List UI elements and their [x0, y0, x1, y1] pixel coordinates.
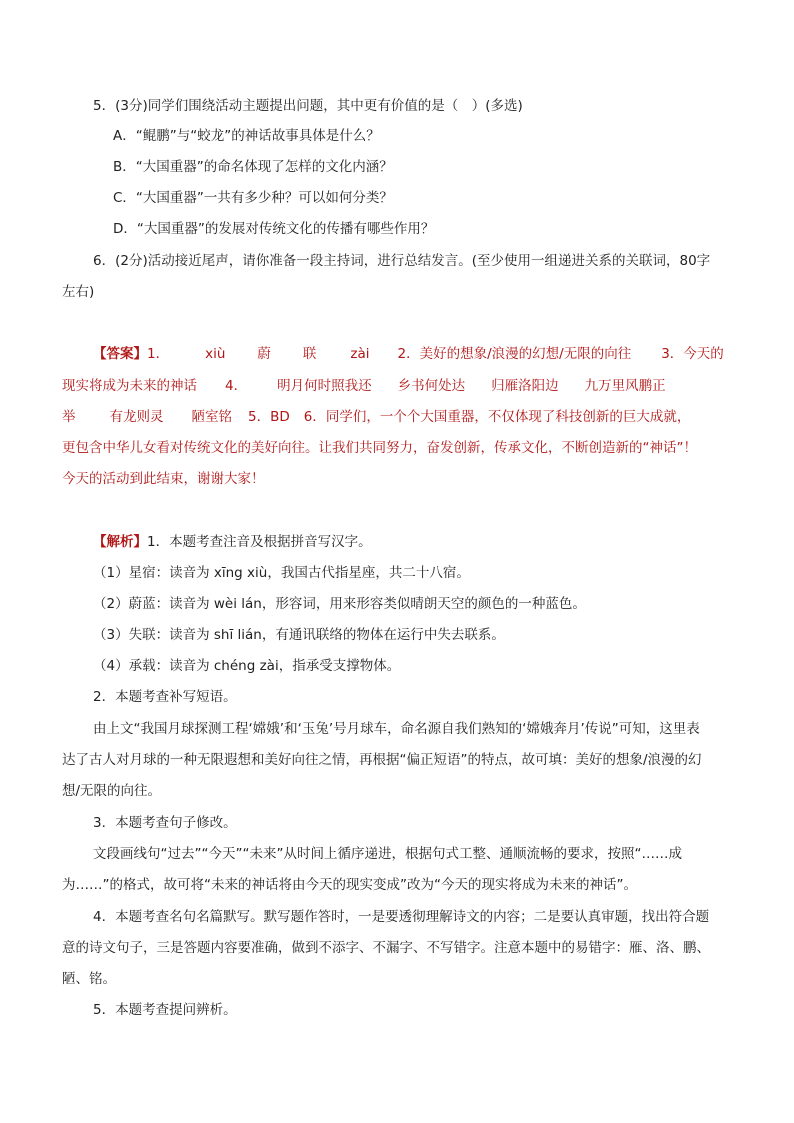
answer-4-item: 举: [62, 409, 76, 425]
answer-line-1: [93, 344, 724, 364]
analysis-4-line-1: 4．本题考查名句名篇默写。默写题作答时，一是要透彻理解诗文的内容；二是要认真审题，找出符合题: [93, 909, 710, 925]
analysis-line-1: [93, 532, 372, 552]
question-5-option-c: C．“大国重器”一共有多少种？可以如何分类？: [113, 190, 393, 206]
answer-1-item: xiù: [205, 346, 226, 362]
analysis-1-item-3: （3）失联：读音为 shī lián，有通讯联络的物体在运行中失去联系。: [93, 627, 505, 643]
answer-4-item: 有龙则灵: [109, 409, 164, 425]
answer-1-item: 蔚: [257, 346, 271, 362]
answer-2: 2．美好的想象/浪漫的幻想/无限的向往: [397, 346, 632, 362]
analysis-1-heading: 1．本题考查注音及根据拼音写汉字。: [147, 534, 372, 550]
analysis-tag: 【解析】: [93, 534, 147, 550]
answer-3-number: 3．今天的: [661, 346, 724, 362]
answer-tag: 【答案】: [93, 346, 147, 362]
answer-4-item: 归雁洛阳边: [491, 378, 559, 394]
question-5-stem: 5．(3分)同学们围绕活动主题提出问题，其中更有价值的是（ ）(多选): [93, 98, 523, 114]
answer-1-item: zài: [350, 346, 370, 362]
answer-6-line-2: 更包含中华儿女看对传统文化的美好向往。让我们共同努力，奋发创新，传承文化，不断创造新的“神话”！: [62, 440, 697, 456]
answer-6-line-3: 今天的活动到此结束，谢谢大家！: [62, 471, 265, 487]
answer-5: 5．BD: [248, 409, 290, 425]
answer-4-item: 乡书何处达: [397, 378, 466, 394]
analysis-2-line-1: 由上文“我国月球探测工程‘嫦娥’和‘玉兔’号月球车，命名源自我们熟知的‘嫦娥奔月’传说”可知，这里表: [93, 721, 700, 737]
analysis-2-line-3: 想/无限的向往。: [62, 783, 162, 799]
answer-line-3: [62, 407, 690, 427]
analysis-1-item-4: （4）承载：读音为 chéng zài，指承受支撑物体。: [93, 658, 401, 674]
answer-4-item: 九万里风鹏正: [584, 378, 666, 394]
analysis-2-heading: 2．本题考查补写短语。: [93, 689, 237, 705]
answer-4-item: 陋室铭: [191, 409, 232, 425]
answer-3-text: 现实将成为未来的神话: [62, 378, 197, 394]
analysis-5-heading: 5．本题考查提问辨析。: [93, 1002, 237, 1018]
analysis-3-line-2: 为……”的格式，故可将“未来的神话将由今天的现实变成”改为“今天的现实将成为未来的神话”。: [62, 877, 637, 893]
answer-1-item: 联: [302, 346, 317, 362]
question-6-line-2: 左右): [62, 284, 95, 300]
analysis-4-line-3: 陋、铭。: [62, 971, 116, 987]
analysis-4-line-2: 意的诗文句子，三是答题内容要准确，做到不添字、不漏字、不写错字。注意本题中的易错字：雁、洛、鹏、: [62, 940, 710, 956]
question-6-line-1: 6．(2分)活动接近尾声，请你准备一段主持词，进行总结发言。(至少使用一组递进关系的关联词，80字: [93, 253, 711, 269]
answer-4-number: 4．: [225, 378, 248, 394]
question-5-option-a: A．“鲲鹏”与“蛟龙”的神话故事具体是什么？: [113, 128, 380, 144]
answer-1-number: 1．: [147, 346, 170, 362]
answer-4-item: 明月何时照我还: [277, 378, 372, 394]
analysis-1-item-2: （2）蔚蓝：读音为 wèi lán，形容词，用来形容类似晴朗天空的颜色的一种蓝色。: [93, 596, 586, 612]
question-5-option-b: B．“大国重器”的命名体现了怎样的文化内涵？: [113, 159, 393, 175]
analysis-3-line-1: 文段画线句“过去”“今天”“未来”从时间上循序递进，根据句式工整、通顺流畅的要求，按照“……成: [93, 846, 682, 862]
answer-6-line-1: 6．同学们，一个个大国重器，不仅体现了科技创新的巨大成就，: [303, 409, 691, 425]
analysis-1-item-1: （1）星宿：读音为 xīng xiù，我国古代指星座，共二十八宿。: [93, 565, 470, 581]
answer-line-2: [62, 376, 666, 396]
question-5-option-d: D．“大国重器”的发展对传统文化的传播有哪些作用？: [113, 221, 435, 237]
analysis-2-line-2: 达了古人对月球的一种无限遐想和美好向往之情，再根据“偏正短语”的特点，故可填：美好的想象/浪漫的幻: [62, 752, 702, 768]
analysis-3-heading: 3．本题考查句子修改。: [93, 815, 237, 831]
